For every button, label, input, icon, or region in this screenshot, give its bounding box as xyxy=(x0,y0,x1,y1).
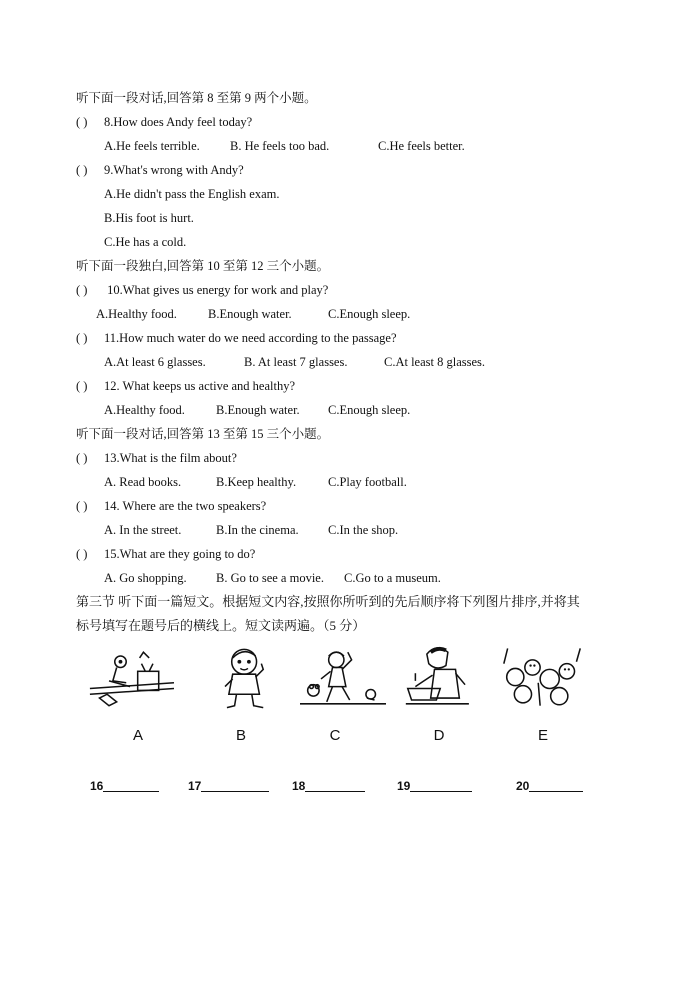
blank-number: 18 xyxy=(292,779,306,793)
answer-blank-20[interactable] xyxy=(516,779,583,793)
picture-label-a: A xyxy=(132,727,143,744)
option-a: A.At least 6 glasses. xyxy=(104,355,206,369)
answer-bracket[interactable]: ( ) xyxy=(76,547,88,561)
question-8-options xyxy=(104,138,465,154)
answer-blank-18[interactable] xyxy=(292,779,365,793)
answer-bracket[interactable]: ( ) xyxy=(76,331,88,345)
option-c: C.He has a cold. xyxy=(104,235,187,249)
option-a: A.Healthy food. xyxy=(96,307,177,321)
answer-bracket[interactable]: ( ) xyxy=(76,499,88,513)
option-b: B. At least 7 glasses. xyxy=(244,355,348,369)
option-c: C.He feels better. xyxy=(378,139,465,153)
question-13-options xyxy=(104,474,407,490)
question-9 xyxy=(76,162,244,178)
question-15 xyxy=(76,546,255,562)
question-15-options xyxy=(104,570,441,586)
answer-blank-17[interactable] xyxy=(188,779,269,793)
picture-a-illustration xyxy=(88,643,174,713)
answer-blank-16[interactable] xyxy=(90,779,159,793)
option-c: C.In the shop. xyxy=(328,523,399,537)
option-a: A. Go shopping. xyxy=(104,571,187,585)
section-heading-4-line2: 标号填写在题号后的横线上。短文读两遍。（5 分） xyxy=(76,618,366,633)
section-heading-1: 听下面一段对话,回答第 8 至第 9 两个小题。 xyxy=(76,91,317,105)
question-text: 11.How much water do we need according to the passage? xyxy=(104,331,397,345)
blank-number: 20 xyxy=(516,779,530,793)
question-14 xyxy=(76,498,266,514)
option-b: B.His foot is hurt. xyxy=(104,211,194,225)
blank-line[interactable] xyxy=(529,779,583,792)
question-11 xyxy=(76,330,397,346)
option-a: A.He feels terrible. xyxy=(104,139,200,153)
picture-label-e: E xyxy=(537,727,548,744)
option-a: A. In the street. xyxy=(104,523,182,537)
option-c: C.Enough sleep. xyxy=(328,307,411,321)
picture-b-illustration xyxy=(204,643,290,713)
blank-number: 19 xyxy=(397,779,411,793)
picture-row xyxy=(88,643,608,713)
question-10-options xyxy=(96,306,410,322)
question-text: 12. What keeps us active and healthy? xyxy=(104,379,296,393)
answer-bracket[interactable]: ( ) xyxy=(76,163,88,177)
picture-label-d: D xyxy=(433,727,445,744)
blank-number: 16 xyxy=(90,779,104,793)
option-a: A.Healthy food. xyxy=(104,403,185,417)
section-heading-3: 听下面一段对话,回答第 13 至第 15 三个小题。 xyxy=(76,427,330,441)
picture-label-b: B xyxy=(235,727,246,744)
option-b: B.Enough water. xyxy=(208,307,292,321)
option-c: C.Enough sleep. xyxy=(328,403,411,417)
question-text: 14. Where are the two speakers? xyxy=(104,499,267,513)
question-12 xyxy=(76,378,295,394)
question-text: 15.What are they going to do? xyxy=(104,547,256,561)
blank-line[interactable] xyxy=(410,779,472,792)
section-heading-2: 听下面一段独白,回答第 10 至第 12 三个小题。 xyxy=(76,259,330,273)
question-12-options xyxy=(104,402,410,418)
question-14-options xyxy=(104,522,398,538)
section-heading-4-line1: 第三节 听下面一篇短文。根据短文内容,按照你所听到的先后顺序将下列图片排序,并将其 xyxy=(76,594,580,609)
picture-label-c: C xyxy=(329,727,341,744)
blank-line[interactable] xyxy=(103,779,159,792)
picture-e-illustration xyxy=(500,643,586,713)
answer-blank-19[interactable] xyxy=(397,779,472,793)
picture-c-illustration xyxy=(300,643,386,713)
option-c: C.At least 8 glasses. xyxy=(384,355,486,369)
option-b: B.In the cinema. xyxy=(216,523,299,537)
answer-bracket[interactable]: ( ) xyxy=(76,115,88,129)
picture-d-illustration xyxy=(402,643,488,713)
question-text: 13.What is the film about? xyxy=(104,451,237,465)
question-text: 10.What gives us energy for work and play? xyxy=(104,283,329,297)
option-b: B.Enough water. xyxy=(216,403,300,417)
question-13 xyxy=(76,450,237,466)
answer-bracket[interactable]: ( ) xyxy=(76,283,88,297)
option-b: B.Keep healthy. xyxy=(216,475,297,489)
blank-line[interactable] xyxy=(201,779,269,792)
question-text: 9.What's wrong with Andy? xyxy=(104,163,244,177)
question-10 xyxy=(76,282,328,298)
option-c: C.Go to a museum. xyxy=(344,571,441,585)
question-text: 8.How does Andy feel today? xyxy=(104,115,253,129)
option-b: B. He feels too bad. xyxy=(230,139,330,153)
blank-number: 17 xyxy=(188,779,202,793)
answer-bracket[interactable]: ( ) xyxy=(76,379,88,393)
blank-line[interactable] xyxy=(305,779,365,792)
question-8 xyxy=(76,114,252,130)
option-a: A. Read books. xyxy=(104,475,182,489)
option-c: C.Play football. xyxy=(328,475,407,489)
question-11-options xyxy=(104,354,485,370)
option-b: B. Go to see a movie. xyxy=(216,571,324,585)
answer-bracket[interactable]: ( ) xyxy=(76,451,88,465)
option-a: A.He didn't pass the English exam. xyxy=(104,187,280,201)
